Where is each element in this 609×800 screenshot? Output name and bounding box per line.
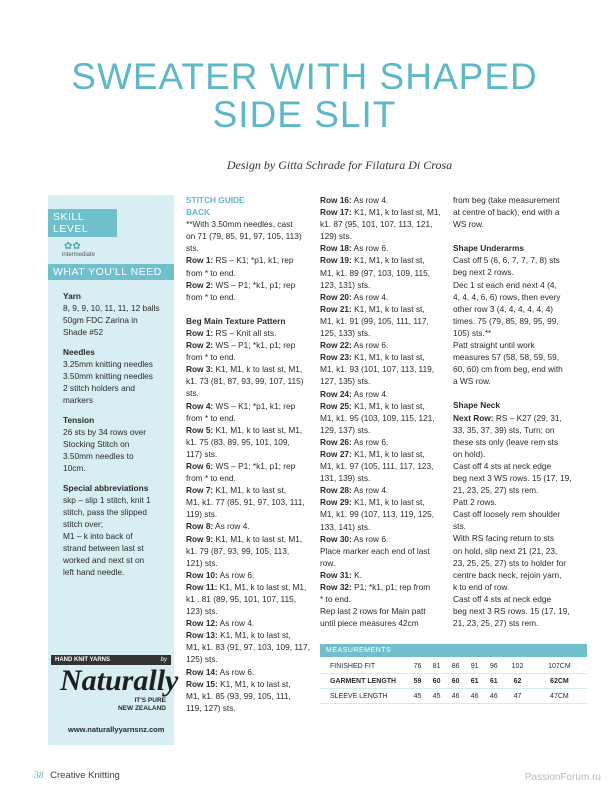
pattern-row: Row 8: As row 4. [186, 521, 250, 532]
materials-line: 8, 9, 9, 10, 11, 11, 12 balls [63, 303, 160, 313]
measurement-row [320, 659, 587, 674]
instruction-line: at centre of back), end with a [453, 207, 560, 218]
spacer [186, 303, 316, 315]
measurement-value: 59 [408, 674, 427, 689]
row-text: M1, k1. 97 (105, 111, 117, 123, [320, 461, 434, 472]
instruction-line: 4, 4, 4, 6, 6) rows, then every [453, 291, 561, 302]
row-label: Row 20: [320, 291, 352, 302]
instruction-line: other row 3 (4, 4, 4, 4, 4, 4) [453, 303, 554, 314]
row-label: Row 16: [320, 195, 352, 205]
materials-line: strand between last st [63, 543, 144, 553]
title-line-1: SWEATER WITH SHAPED [71, 56, 538, 97]
row-text: M1, k1. 85 (93, 99, 105, 111, [186, 690, 291, 701]
what-you-need-heading: WHAT YOU'LL NEED [48, 264, 174, 280]
row-text: k1. 75 (83, 89, 95, 101, 109, [186, 436, 290, 447]
row-text: * to end. [320, 594, 351, 605]
back-heading: BACK [186, 207, 210, 218]
pattern-row: Row 2: WS – P1; *k1, p1; rep [186, 340, 296, 351]
measurement-value: 46 [484, 689, 503, 704]
pattern-row: Row 3: K1, M1, k to last st, M1, [186, 364, 303, 375]
measurement-value: 86 [446, 659, 465, 674]
measurement-value: 62CM [532, 674, 587, 689]
skill-level [48, 237, 174, 258]
measurement-value: 45 [408, 689, 427, 704]
pattern-row: Row 11: K1, M1, k to last st, M1, [186, 581, 307, 592]
measurement-value: 46 [446, 689, 465, 704]
row-text: 123, 131) sts. [320, 279, 371, 290]
pattern-row: Row 1: RS – K1; *p1, k1; rep [186, 255, 294, 266]
measurement-value: 107CM [532, 659, 587, 674]
naturally-ad [48, 655, 179, 734]
instruction-line: WS row. [453, 219, 484, 230]
measurement-row [320, 689, 587, 704]
pattern-row: Row 23: K1, M1, k to last st, [320, 352, 425, 363]
yarn-balls-icon: ✿✿ [64, 241, 81, 252]
measurement-value: 60 [446, 674, 465, 689]
pattern-row: Row 17: K1, M1, k to last st, M1, [320, 207, 441, 218]
row-label: Row 28: [320, 485, 352, 496]
pattern-row: Row 31: K. [320, 569, 362, 580]
materials-line: 3.50mm needles to [63, 451, 134, 461]
row-text: M1, k1. 77 (85, 91, 97, 103, 111, [186, 497, 305, 508]
row-label: Row 29: [320, 497, 352, 508]
row-text: k1. 79 (87, 93, 99, 105, 113, [186, 545, 290, 556]
instruction-line: times. 75 (79, 85, 89, 95, 99, [453, 315, 559, 326]
instruction-line: sts. [453, 521, 466, 532]
column-1 [186, 194, 316, 714]
measurement-value: 96 [484, 659, 503, 674]
materials-line: stitch over; [63, 519, 104, 529]
row-label: Row 31: [320, 569, 352, 580]
pattern-row: Row 15: K1, M1, k to last st, [186, 678, 291, 689]
row-label: Row 11: [186, 581, 218, 592]
instruction-line: **With 3.50mm needles, cast [186, 219, 293, 230]
row-label: Row 23: [320, 352, 352, 363]
pattern-row: Row 19: K1, M1, k to last st, [320, 255, 425, 266]
row-text: 127, 135) sts. [320, 376, 371, 387]
pattern-row: Row 2: WS – P1; *k1, p1; rep [186, 279, 296, 290]
materials-line: Stocking Stitch on [63, 439, 130, 449]
measurement-row [320, 674, 587, 689]
byline: Design by Gitta Schrade for Filatura Di Crosa [226, 158, 453, 172]
instruction-line: sts. [186, 243, 199, 254]
row-label: Row 6: [186, 460, 214, 471]
instruction-line: 21, 23, 25, 27) sts rem. [453, 485, 539, 496]
materials-heading: Yarn [63, 291, 81, 301]
row-label: Row 27: [320, 448, 352, 459]
row-text: 129, 137) sts. [320, 424, 371, 435]
naturally-logo: Naturally [60, 664, 179, 697]
materials-line: 3.50mm knitting needles [63, 371, 153, 381]
row-text: from * to end. [186, 267, 236, 278]
instruction-line: beg next 2 rows. [453, 267, 514, 278]
pattern-row: Row 26: As row 6. [320, 436, 389, 447]
ad-tag-1: IT'S PURE [134, 697, 166, 704]
materials-heading: Special abbreviations [63, 483, 149, 493]
pattern-row: Row 5: K1, M1, k to last st, M1, [186, 424, 303, 435]
row-label: Row 1: [186, 327, 214, 338]
instruction-line: Patt straight until work [453, 340, 535, 351]
texture-heading: Beg Main Texture Pattern [186, 315, 286, 326]
instruction-line: 60, 60) cm from beg, end with [453, 364, 563, 375]
row-text: M1, k1. 91 (99, 105, 111, 117, [320, 315, 429, 326]
instruction-line: Cast off 4 sts at neck edge [453, 460, 552, 471]
materials-line: left hand needle. [63, 567, 125, 577]
measurement-value: 61 [484, 674, 503, 689]
instruction-line: beg next 3 WS rows. 15 (17, 19, [453, 472, 572, 483]
underarms-heading: Shape Underarms [453, 243, 525, 254]
pattern-row: Row 14: As row 6. [186, 666, 255, 677]
neck-heading: Shape Neck [453, 400, 501, 411]
measurement-value: 62 [503, 674, 532, 689]
row-text: from * to end. [186, 352, 236, 363]
row-text: k1. 73 (81, 87, 93, 99, 107, 115) [186, 376, 304, 387]
instruction-line: k to end of row. [453, 581, 510, 592]
row-text: from * to end. [186, 291, 236, 302]
page-title [0, 58, 609, 134]
column-3 [453, 194, 588, 629]
pattern-row: Row 28: As row 4. [320, 485, 389, 496]
materials-line: M1 – k into back of [63, 531, 133, 541]
instruction-line: from beg (take measurement [453, 195, 560, 205]
measurements-heading: MEASUREMENTS [320, 644, 587, 657]
row-label: Row 4: [186, 400, 214, 411]
instruction-line: beg next 3 RS rows. 15 (17, 19, [453, 606, 570, 616]
pattern-row: Row 25: K1, M1, k to last st, [320, 400, 425, 411]
row-label: Row 17: [320, 207, 352, 218]
materials-line: 3.25mm knitting needles [63, 359, 153, 369]
row-text: M1, k1. 95 (103, 109, 115, 121, [320, 412, 435, 423]
measurement-value: 91 [465, 659, 484, 674]
measurement-value: 45 [427, 689, 446, 704]
pattern-row: Row 22: As row 6. [320, 340, 389, 351]
pattern-row: Row 9: K1, M1, k to last st, M1, [186, 533, 303, 544]
row-label: Next Row: [453, 412, 494, 423]
row-label: Row 2: [186, 279, 214, 290]
measurements-table [320, 644, 587, 704]
pattern-row: Row 32: P1; *k1, p1; rep from [320, 582, 431, 592]
skill-level-heading: SKILL LEVEL [48, 209, 117, 237]
row-label: Row 1: [186, 255, 214, 266]
row-label: Row 15: [186, 678, 218, 689]
row-text: 117) sts. [186, 448, 218, 459]
instruction-line: on 71 (79, 85, 91, 97, 105, 113) [186, 231, 302, 242]
instruction-line: Cast off loosely rem shoulder [453, 509, 561, 520]
row-label: Row 10: [186, 569, 218, 580]
materials-list [48, 280, 174, 578]
magazine-name: Creative Knitting [50, 770, 120, 781]
measurement-value: 61 [465, 674, 484, 689]
instruction-line: 21, 23, 25, 27) sts rem. [453, 618, 539, 629]
row-text: M1, k1. 89 (97, 103, 109, 115, [320, 267, 431, 278]
measurement-value: 47CM [532, 689, 587, 704]
pattern-row: Row 18: As row 6. [320, 243, 389, 254]
watermark: PassionForum.ru [524, 772, 601, 783]
instruction-line: a WS row. [453, 376, 491, 387]
materials-heading: Tension [63, 415, 95, 425]
measurement-value: 46 [465, 689, 484, 704]
pattern-row: Row 30: As row 6. [320, 533, 389, 544]
materials-line: Shade #52 [63, 327, 104, 337]
row-text: 125) sts. [186, 654, 218, 665]
pattern-row: Row 21: K1, M1, k to last st, [320, 303, 425, 314]
pattern-row: Row 10: As row 6. [186, 569, 255, 580]
instruction-line: row. [320, 557, 336, 568]
row-text: from * to end. [186, 412, 236, 423]
row-label: Row 14: [186, 666, 218, 677]
row-text: M1, k1. 93 (101, 107, 113, 119, [320, 364, 435, 375]
skill-value: intermediate [62, 252, 96, 258]
stitch-guide-heading: STITCH GUIDE [186, 195, 245, 205]
title-line-2: SIDE SLIT [212, 94, 397, 135]
row-label: Row 3: [186, 364, 214, 375]
row-text: from * to end. [186, 473, 236, 484]
materials-heading: Needles [63, 347, 95, 357]
row-label: Row 30: [320, 533, 352, 544]
instruction-line: Rep last 2 rows for Main patt [320, 606, 426, 617]
ad-banner-text: HAND KNIT YARNS [55, 657, 111, 663]
row-text: sts. [186, 388, 199, 399]
page-number: 38 [34, 771, 44, 781]
ad-tag-2: NEW ZEALAND [117, 705, 166, 712]
pattern-row: Row 29: K1, M1, k to last st, [320, 497, 425, 508]
row-label: Row 8: [186, 521, 214, 532]
pattern-row: Row 27: K1, M1, k to last st, [320, 448, 425, 459]
row-label: Row 18: [320, 243, 352, 254]
row-label: Row 5: [186, 424, 214, 435]
materials-line: 2 stitch holders and [63, 383, 135, 393]
row-text: 133, 141) sts. [320, 521, 371, 532]
row-label: Row 7: [186, 485, 214, 496]
row-text: M1, k1. 83 (91, 97, 103, 109, 117, [186, 642, 310, 653]
instruction-line: on hold, slip next 21 (21, 23, [453, 545, 558, 556]
ad-banner-by: by [160, 657, 167, 663]
ad-url[interactable]: www.naturallyyarnsnz.com [68, 725, 165, 734]
instruction-line: 105) sts.** [453, 327, 492, 338]
instruction-line: on hold). [453, 448, 486, 459]
measurement-label: SLEEVE LENGTH [320, 689, 408, 704]
pattern-row: Row 4: WS – K1; *p1, k1; rep [186, 400, 296, 411]
pattern-row: Row 1: RS – Knit all sts. [186, 327, 277, 338]
instruction-line: measures 57 (58, 58, 59, 59, [453, 352, 560, 363]
row-text: 123) sts. [186, 606, 218, 617]
measurement-value: 76 [408, 659, 427, 674]
row-label: Row 26: [320, 436, 352, 447]
row-text: 119, 127) sts. [186, 702, 236, 713]
materials-line: worked and next st on [63, 555, 145, 565]
instruction-line: Dec 1 st each end next 4 (4, [453, 279, 557, 290]
row-text: 119) sts. [186, 509, 218, 520]
row-text: k1. 87 (95, 101, 107, 113, 121, [320, 219, 433, 230]
row-label: Row 19: [320, 255, 352, 266]
materials-line: 50gm FDC Zarina in [63, 315, 138, 325]
materials-line: markers [63, 395, 93, 405]
row-text: 129) sts. [320, 231, 352, 242]
row-label: Row 13: [186, 630, 218, 641]
row-label: Row 22: [320, 340, 352, 351]
instruction-line: these sts only (leave rem sts [453, 436, 559, 447]
measurement-label: FINISHED FIT [320, 659, 408, 674]
instruction-line: Place marker each end of last [320, 545, 430, 556]
pattern-row: Row 24: As row 4. [320, 388, 389, 399]
materials-line: 26 sts by 34 rows over [63, 427, 147, 437]
row-text: 121) sts. [186, 557, 218, 568]
instruction-line: 33, 35, 37, 39) sts, Turn; on [453, 424, 555, 435]
row-text: M1, k1. 99 (107, 113, 119, 125, [320, 509, 435, 520]
row-text: k1 . 81 (89, 95, 101, 107, 115, [186, 594, 297, 604]
row-label: Row 24: [320, 388, 352, 399]
pattern-row: Row 13: K1, M1, k to last st, [186, 630, 291, 641]
instruction-line: 23, 25, 25, 27) sts to holder for [453, 557, 566, 568]
measurement-value: 60 [427, 674, 446, 689]
materials-line: stitch, pass the slipped [63, 507, 147, 517]
row-text: 131, 139) sts. [320, 473, 371, 484]
instruction-line: centre back neck, rejoin yarn, [453, 569, 562, 580]
instruction-line: until piece measures 42cm [320, 618, 419, 629]
row-label: Row 25: [320, 400, 352, 411]
row-label: Row 12: [186, 618, 218, 629]
measurement-value: 81 [427, 659, 446, 674]
pattern-row: Row 6: WS – P1; *k1, p1; rep [186, 460, 296, 471]
column-2 [320, 194, 450, 629]
measurement-label: GARMENT LENGTH [320, 674, 408, 689]
pattern-row: Next Row: RS – K27 (29, 31, [453, 412, 562, 423]
instruction-line: Cast off 4 sts at neck edge [453, 593, 552, 604]
instruction-line: With RS facing return to sts [453, 533, 554, 544]
row-label: Row 32: [320, 582, 352, 592]
row-label: Row 21: [320, 303, 352, 314]
page-footer [34, 770, 120, 781]
materials-line: 10cm. [63, 463, 86, 473]
measurement-value: 102 [503, 659, 532, 674]
materials-line: skp – slip 1 stitch, knit 1 [63, 495, 151, 505]
row-label: Row 2: [186, 340, 214, 351]
measurement-value: 47 [503, 689, 532, 704]
instruction-line: Patt 2 rows. [453, 497, 497, 508]
pattern-row: Row 16: As row 4. [320, 195, 389, 205]
pattern-row: Row 20: As row 4. [320, 291, 389, 302]
pattern-row: Row 12: As row 4. [186, 618, 255, 629]
instruction-line: Cast off 5 (6, 6, 7, 7, 7, 8) sts [453, 255, 560, 266]
spacer [453, 387, 588, 399]
row-text: 125, 133) sts. [320, 328, 371, 339]
pattern-row: Row 7: K1, M1, k to last st, [186, 485, 287, 496]
row-label: Row 9: [186, 533, 214, 544]
spacer [453, 230, 588, 242]
